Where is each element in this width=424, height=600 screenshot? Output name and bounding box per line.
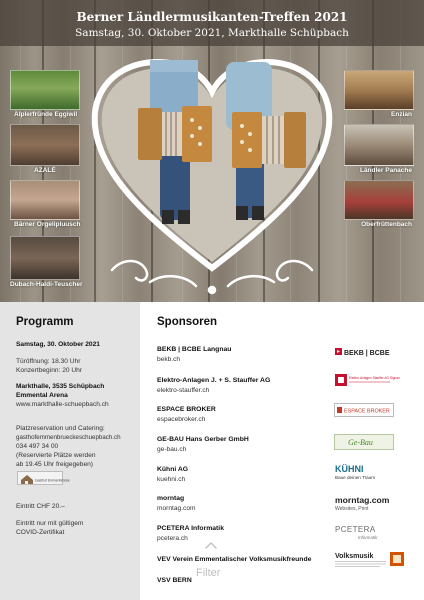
sponsor-name-5: Kühni AG [157,466,189,473]
espace-broker-logo[interactable] [334,403,394,417]
sponsor-name-7: PCETERA Informatik [157,525,224,532]
gasthof-house-icon [18,473,70,485]
svg-text:BEKB | BCBE: BEKB | BCBE [344,350,390,357]
covid-line-1: Eintritt nur mit gültigem [16,520,84,527]
band-photo-alplerfruende [10,70,80,110]
svg-text:PCETERA: PCETERA [335,525,376,534]
accordion-right-icon [232,112,306,168]
morntag-logo[interactable] [334,494,404,512]
sponsoren-heading: Sponsoren [157,316,218,328]
entry-price: Eintritt CHF 20.– [16,503,65,510]
reservation-note-1: (Reservierte Plätze werden [16,452,96,459]
event-subtitle: Samstag, 30. Oktober 2021, Markthalle Schüpbach [75,27,349,39]
pcetera-logo[interactable] [334,523,394,541]
svg-text:Websites, Print: Websites, Print [335,506,369,512]
svg-text:Informatik: Informatik [358,535,378,540]
sponsor-name-8: VEV Verein Emmentalischer Volksmusikfreunde [157,556,312,563]
sponsor-url-6[interactable]: morntag.com [157,505,196,512]
band-name-left-2: AZALÉ [34,167,56,174]
band-photo-enzian [344,70,414,110]
sponsor-url-2[interactable]: elektro-stauffer.ch [157,387,210,394]
stauffer-logo[interactable] [334,372,400,388]
bekb-logo[interactable] [334,345,394,359]
band-name-right-1: Enzian [391,111,412,118]
kuehni-logo[interactable] [334,463,394,481]
svg-text:KÜHNI: KÜHNI [335,464,364,474]
event-title: Berner Ländlermusikanten-Treffen 2021 [76,10,348,24]
sponsor-url-5[interactable]: kuehni.ch [157,476,186,483]
band-name-right-3: Oberfrüttenbach [361,221,412,228]
band-name-left-4: Dubach-Haldi-Teuscher [10,281,83,288]
band-name-right-2: Ländler Panache [359,167,412,174]
svg-text:ESPACE BROKER: ESPACE BROKER [344,408,390,415]
programm-doors: Türöffnung: 18.30 Uhr [16,358,81,365]
sponsor-name-3: ESPACE BROKER [157,406,216,413]
covid-line-2: COVID-Zertifikat [16,529,65,536]
programm-concert: Konzertbeginn: 20 Uhr [16,367,82,374]
svg-text:Volksmusik: Volksmusik [335,553,374,560]
svg-text:Gasthof Emmenbrücke: Gasthof Emmenbrücke [35,478,70,483]
venue-link[interactable]: www.markthalle-schuepbach.ch [16,401,109,408]
band-photo-baerner-orgelipluusch [10,180,80,220]
accordion-left-icon [138,106,212,162]
gasthof-logo [17,471,70,485]
reservation-note-2: ab 19.45 Uhr freigegeben) [16,461,93,468]
sponsor-url-3[interactable]: espacebroker.ch [157,416,206,423]
reservation-label: Platzreservation und Catering: [16,425,105,432]
sponsor-url-7[interactable]: pcetera.ch [157,535,188,542]
band-photo-dubach-haldi-teuscher [10,236,80,280]
sponsor-name-6: morntag [157,495,185,502]
sponsor-url-4[interactable]: ge-bau.ch [157,446,187,453]
sponsor-name-9: VSV BERN [157,577,192,584]
svg-text:Baue deinen Traum: Baue deinen Traum [335,475,376,480]
svg-text:Elektro-Anlagen Stauffer AG Si: Elektro-Anlagen Stauffer AG Signau [349,376,400,380]
programm-heading: Programm [16,316,74,328]
filter-button[interactable]: Filter [196,567,221,579]
svg-text:Ge-Bau: Ge-Bau [348,438,373,447]
reservation-phone[interactable]: 034 497 34 00 [16,443,59,450]
sponsor-url-1[interactable]: bekb.ch [157,356,181,363]
programm-date: Samstag, 30. Oktober 2021 [16,341,100,348]
svg-text:morntag.com: morntag.com [335,495,390,505]
sponsor-name-4: GE-BAU Hans Gerber GmbH [157,436,249,443]
venue-arena: Emmental Arena [16,392,68,399]
band-photo-oberfruettenbach [344,180,414,220]
gebau-logo[interactable] [334,434,394,450]
band-name-left-3: Bärner Orgelipluusch [14,221,81,228]
sponsor-name-2: Elektro-Anlagen J. + S. Stauffer AG [157,377,271,384]
sponsor-name-1: BEKB | BCBE Langnau [157,346,232,353]
volksmusik-logo[interactable] [334,548,408,570]
reservation-email[interactable]: gasthofemmenbrueckeschuepbach.ch [16,434,121,441]
band-photo-laendler-panache [344,124,414,166]
venue-name: Markthalle, 3535 Schüpbach [16,383,105,390]
band-name-left-1: Älplerfründe Eggiwil [14,111,78,118]
chevron-up-icon[interactable] [204,540,218,550]
band-photo-azale [10,124,80,166]
